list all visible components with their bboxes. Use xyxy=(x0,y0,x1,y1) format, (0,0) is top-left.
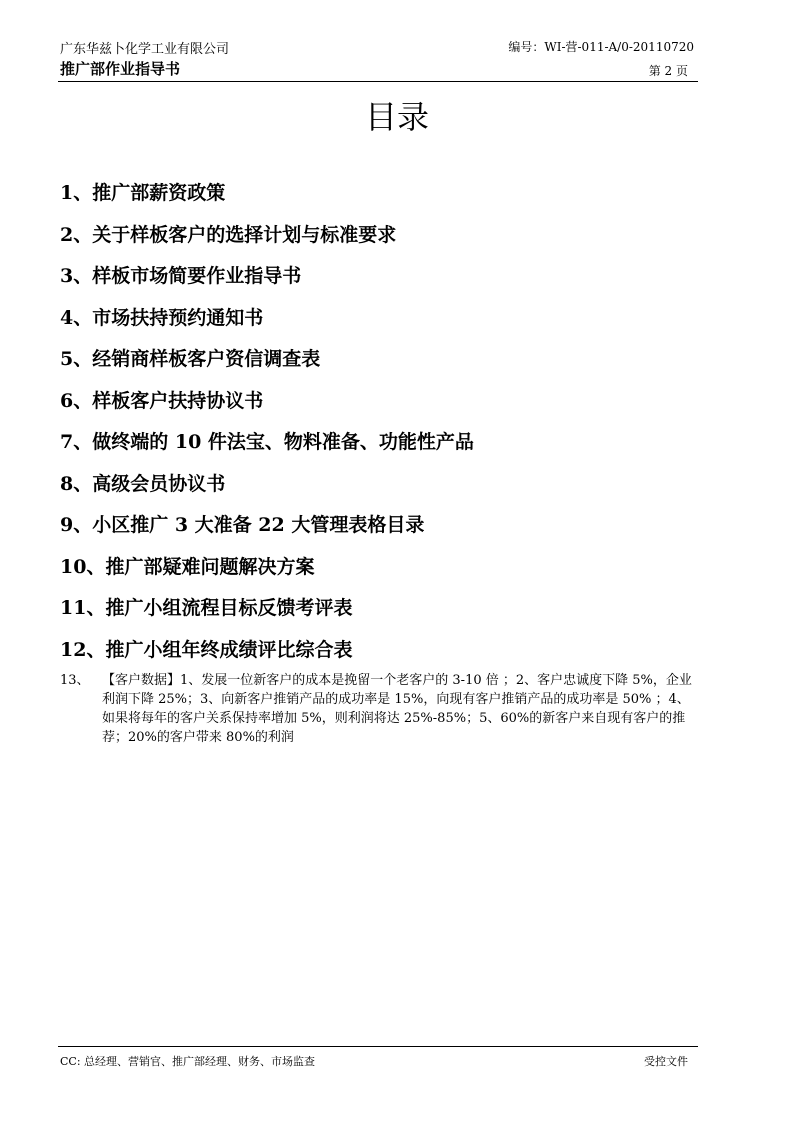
toc-item xyxy=(60,635,700,677)
toc-item xyxy=(60,220,700,262)
toc-item-text: 小区推广 3 大准备 22 大管理表格目录 xyxy=(92,514,425,536)
footer-controlled-doc: 受控文件 xyxy=(644,1055,688,1068)
toc-item xyxy=(60,552,700,594)
toc-item-text: 推广小组年终成绩评比综合表 xyxy=(105,638,353,661)
note-item xyxy=(60,671,700,747)
toc-item-number: 5、 xyxy=(60,348,93,370)
header-rule xyxy=(58,81,698,82)
toc-item-number: 1、 xyxy=(60,182,93,204)
footer-rule xyxy=(58,1046,698,1047)
toc-item-text: 高级会员协议书 xyxy=(92,472,226,495)
toc-item-number: 7、 xyxy=(60,431,93,453)
note-number: 13、 xyxy=(60,673,90,688)
toc-item-text: 样板市场简要作业指导书 xyxy=(92,265,302,287)
toc-item-text: 经销商样板客户资信调查表 xyxy=(92,348,321,370)
toc-item-text: 做终端的 10 件法宝、物料准备、功能性产品 xyxy=(92,431,474,453)
toc-item xyxy=(60,469,700,511)
toc-item-number: 4、 xyxy=(60,306,93,329)
toc-item xyxy=(60,261,700,303)
toc-item xyxy=(60,593,700,635)
footer-cc: CC: 总经理、营销官、推广部经理、财务、市场监查 xyxy=(60,1055,316,1068)
header-page-number: 第 2 页 xyxy=(648,64,688,78)
toc-item xyxy=(60,303,700,345)
table-of-contents xyxy=(60,178,700,676)
toc-item-text: 推广部疑难问题解决方案 xyxy=(105,555,315,578)
header-company: 广东华兹卜化学工业有限公司 xyxy=(60,42,230,57)
toc-item-text: 推广小组流程目标反馈考评表 xyxy=(105,597,353,619)
toc-item-number: 9、 xyxy=(60,514,93,536)
toc-item-number: 8、 xyxy=(60,472,93,495)
toc-item xyxy=(60,178,700,220)
toc-item-text: 关于样板客户的选择计划与标准要求 xyxy=(92,223,397,246)
toc-item-number: 12、 xyxy=(60,638,106,661)
header-doc-code: 编号：WI-营-011-A/0-20110720 xyxy=(508,40,694,54)
note-text: 【客户数据】1、发展一位新客户的成本是挽留一个老客户的 3-10 倍 ；2、客户忠诚度下降 5%，企业利润下降 25%；3、向新客户推销产品的成功率是 15%，向现有客户推销产品的成功率是 50% ；4、如果将每年的客户关系保持率增加 5%，则利润将达 25%-85%；5、60%的新客户来自现有客户的推荐；20%的客户带来 80%的利润 xyxy=(102,673,692,745)
toc-item xyxy=(60,427,700,469)
header-doc-title: 推广部作业指导书 xyxy=(60,60,181,78)
toc-item-number: 3、 xyxy=(60,265,93,287)
toc-item xyxy=(60,386,700,428)
toc-item-number: 6、 xyxy=(60,389,93,412)
toc-item-text: 市场扶持预约通知书 xyxy=(92,306,264,329)
toc-item-text: 推广部薪资政策 xyxy=(92,182,226,204)
toc-item-number: 2、 xyxy=(60,223,93,246)
toc-item xyxy=(60,344,700,386)
toc-item-text: 样板客户扶持协议书 xyxy=(92,389,264,412)
page-title: 目录 xyxy=(364,98,429,136)
toc-item xyxy=(60,510,700,552)
toc-item-number: 10、 xyxy=(60,555,106,578)
toc-item-number: 11、 xyxy=(60,597,106,619)
